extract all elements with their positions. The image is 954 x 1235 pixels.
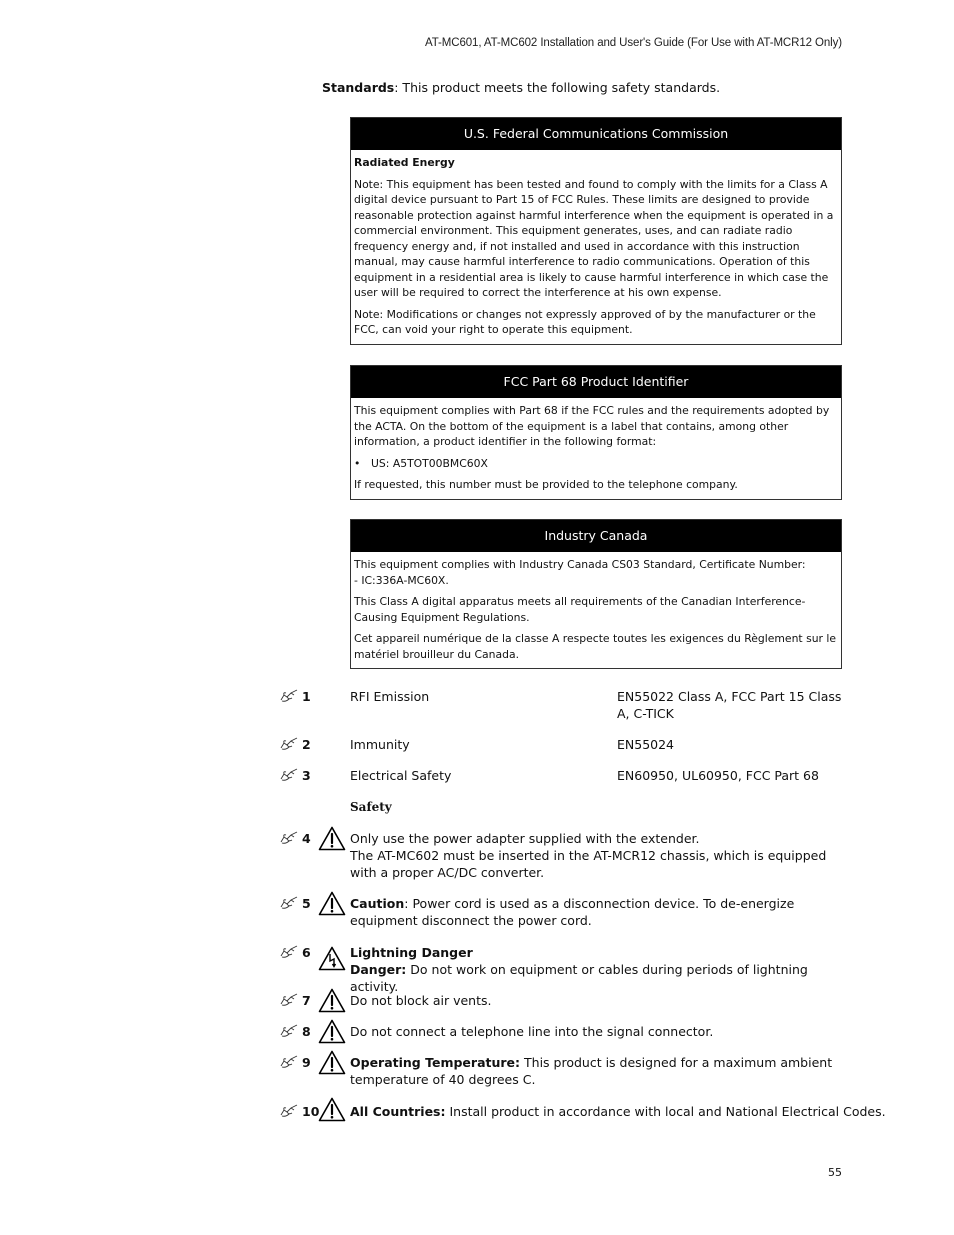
warning-number: 9: [302, 1055, 311, 1070]
canada-para1-line1: This equipment complies with Industry Canada CS03 Standard, Certificate Number:: [354, 558, 806, 571]
warning-text: [350, 944, 845, 995]
warning-line: Install product in accordance with local and National Electrical Codes.: [445, 1104, 886, 1119]
part68-box: [350, 365, 842, 500]
running-header: AT-MC601, AT-MC602 Installation and User's Guide (For Use with AT-MCR12 Only): [425, 37, 842, 49]
warning-line: Do not work on equipment or cables during periods of lightning activity.: [350, 962, 808, 994]
warning-icon: [318, 1050, 346, 1075]
hand-pointer-icon: [280, 768, 300, 782]
warning-bold-label: Caution: [350, 896, 405, 911]
warning-text: Do not block air vents.: [350, 993, 492, 1008]
standard-value: EN55022 Class A, FCC Part 15 Class A, C-TICK: [617, 689, 842, 721]
part68-para1: This equipment complies with Part 68 if the FCC rules and the requirements adopted by the ACTA. On the bottom of the equipment is a label that contains, among other information, a product identifier in the following format:: [354, 404, 830, 448]
fcc-para2: Note: Modifications or changes not expressly approved of by the manufacturer or the FCC, can void your right to operate this equipment.: [354, 307, 816, 336]
fcc-para1: Note: This equipment has been tested and found to comply with the limits for a Class A digital device pursuant to Part 15 of FCC Rules. These limits are designed to provide reasonable protection against harmful interference when the equipment is operated in a commercial environment. This equipment generates, uses, and can radiate radio frequency energy and, if not installed and used in accordance with this instruction manual, may cause harmful interference to radio communications. Operation of this equipment in a residential area is likely to cause harmful interference in which case the user will be required to correct the interference at his own expense.: [354, 177, 834, 299]
warning-text: [350, 1054, 845, 1088]
hand-pointer-icon: [280, 993, 300, 1007]
warning-number: 8: [302, 1024, 311, 1039]
warning-bold-label: Danger:: [350, 962, 407, 977]
canada-para3: Cet appareil numérique de la classe A respecte toutes les exigences du Règlement sur le matériel brouilleur du Canada.: [354, 632, 837, 661]
standards-intro-text: : This product meets the following safety standards.: [394, 80, 721, 95]
warning-text: Do not connect a telephone line into the signal connector.: [350, 1024, 714, 1039]
warning-icon: [318, 826, 346, 851]
standard-name: Immunity: [350, 737, 410, 752]
part68-para2: If requested, this number must be provided to the telephone company.: [354, 478, 738, 491]
warning-number: 5: [302, 896, 311, 911]
canada-box: [350, 519, 842, 669]
part68-bullet-text: US: A5TOT00BMC60X: [371, 456, 488, 470]
warning-text: [350, 830, 845, 881]
standards-intro: [322, 80, 720, 95]
page-number: 55: [828, 1166, 842, 1179]
hand-pointer-icon: [280, 1055, 300, 1069]
lightning-warning-icon: [318, 946, 346, 971]
hand-pointer-icon: [280, 1104, 300, 1118]
safety-heading: Safety: [350, 800, 392, 814]
fcc-subtitle: Radiated Energy: [354, 156, 455, 169]
canada-para1: [354, 557, 838, 588]
part68-bullet-item: • US: A5TOT00BMC60X: [354, 456, 488, 470]
warning-text: [350, 895, 845, 929]
hand-pointer-icon: [280, 896, 300, 910]
standard-number: 2: [302, 737, 311, 752]
part68-box-title: FCC Part 68 Product Identifier: [351, 366, 841, 398]
standards-label: Standards: [322, 80, 395, 95]
warning-icon: [318, 891, 346, 916]
canada-box-title: Industry Canada: [351, 520, 841, 552]
warning-number: 4: [302, 831, 311, 846]
standard-value: EN55024: [617, 737, 675, 752]
hand-pointer-icon: [280, 831, 300, 845]
warning-heading: Lightning Danger: [350, 945, 473, 960]
warning-number: 7: [302, 993, 311, 1008]
hand-pointer-icon: [280, 1024, 300, 1038]
hand-pointer-icon: [280, 689, 300, 703]
warning-bold-label: All Countries:: [350, 1104, 446, 1119]
canada-para1-line2: - IC:336A-MC60X.: [354, 573, 449, 587]
warning-line: The AT-MC602 must be inserted in the AT-MCR12 chassis, which is equipped with a proper AC/DC converter.: [350, 848, 827, 880]
standard-number: 1: [302, 689, 311, 704]
warning-line: : Power cord is used as a disconnection device. To de-energize equipment disconnect the power cord.: [350, 896, 795, 928]
warning-line: This product is designed for a maximum ambient temperature of 40 degrees C.: [350, 1055, 833, 1087]
canada-para2: This Class A digital apparatus meets all requirements of the Canadian Interference-Causing Equipment Regulations.: [354, 595, 806, 624]
standard-value: EN60950, UL60950, FCC Part 68: [617, 768, 819, 783]
standard-number: 3: [302, 768, 311, 783]
warning-icon: [318, 988, 346, 1013]
fcc-box-title: U.S. Federal Communications Commission: [351, 118, 841, 150]
warning-number: 6: [302, 945, 311, 960]
hand-pointer-icon: [280, 737, 300, 751]
standard-name: RFI Emission: [350, 689, 430, 704]
warning-line: Only use the power adapter supplied with the extender.: [350, 831, 700, 846]
standard-name: Electrical Safety: [350, 768, 452, 783]
warning-number: 10: [302, 1104, 320, 1119]
warning-icon: [318, 1097, 346, 1122]
warning-bold-label: Operating Temperature:: [350, 1055, 521, 1070]
fcc-box: [350, 117, 842, 345]
warning-text: [350, 1103, 886, 1120]
hand-pointer-icon: [280, 945, 300, 959]
warning-icon: [318, 1019, 346, 1044]
